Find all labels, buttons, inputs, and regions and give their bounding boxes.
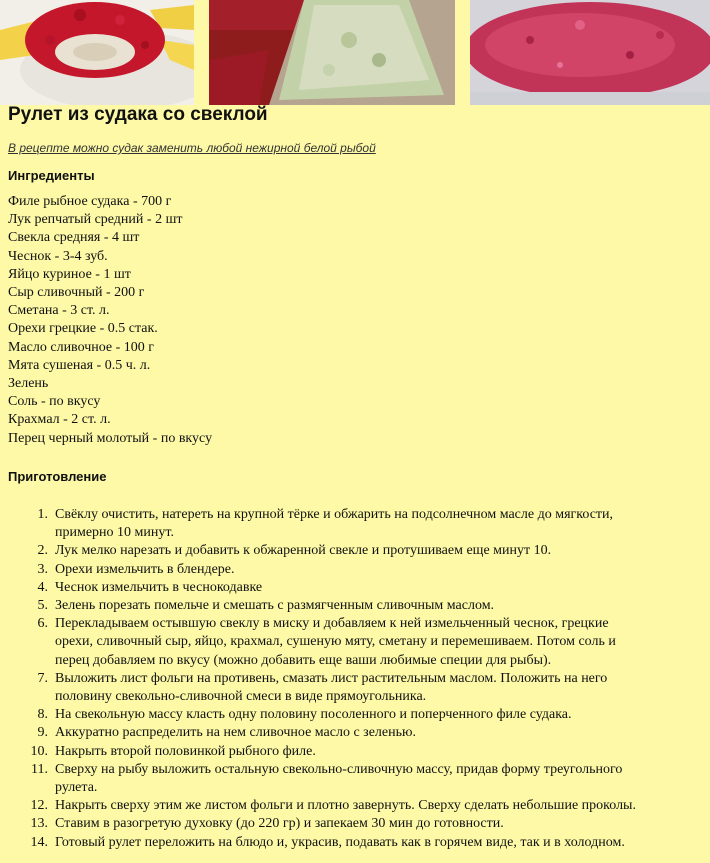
step-text-line: Аккуратно распределить на нем сливочное масло с зеленью.: [55, 725, 416, 741]
step-text-line: Чеснок измельчить в чеснокодавке: [55, 579, 263, 595]
ingredient-item: Филе рыбное судака - 700 г: [8, 194, 172, 209]
step-item: [0, 597, 700, 615]
step-text-line: рулета.: [55, 780, 98, 796]
step-item: [0, 761, 700, 797]
step-number: 8.: [37, 707, 48, 723]
step-item: [0, 506, 700, 542]
substitution-note-link[interactable]: В рецепте можно судак заменить любой нежирной белой рыбой: [8, 141, 376, 155]
step-text-line: Зелень порезать помельче и смешать с размягченным сливочным маслом.: [55, 598, 495, 614]
step-item: [0, 834, 700, 852]
ingredient-item: Сметана - 3 ст. л.: [8, 303, 110, 319]
step-number: 5.: [37, 598, 48, 614]
ingredient-item: Яйцо куриное - 1 шт: [8, 266, 131, 282]
step-number: 11.: [31, 761, 48, 777]
ingredient-item: Орехи грецкие - 0.5 стак.: [8, 321, 158, 337]
step-item: [0, 724, 700, 742]
ingredients-list: [8, 193, 212, 448]
step-number: 12.: [30, 798, 48, 814]
step-item: [0, 743, 700, 761]
step-text-line: Накрыть второй половинкой рыбного филе.: [55, 743, 316, 759]
step-item: [0, 542, 700, 560]
step-text-line: орехи, сливочный сыр, яйцо, крахмал, сушеную мяту, сметану и перемешиваем. Потом соль и: [55, 634, 616, 650]
step-item: [0, 706, 700, 724]
step-number: 2.: [37, 543, 48, 559]
ingredient-item: Лук репчатый средний - 2 шт: [8, 212, 183, 228]
step-text-line: Сверху на рыбу выложить остальную свекольно-сливочную массу, придав форму треугольного: [55, 761, 623, 777]
step-text-line: Накрыть сверху этим же листом фольги и плотно завернуть. Сверху сделать небольшие проколы.: [55, 798, 636, 814]
step-text-line: примерно 10 минут.: [55, 525, 174, 541]
step-item: [0, 615, 700, 670]
step-text-line: Орехи измельчить в блендере.: [55, 561, 235, 577]
step-number: 4.: [37, 579, 48, 595]
step-number: 1.: [37, 507, 48, 522]
ingredient-item: Свекла средняя - 4 шт: [8, 230, 140, 246]
ingredients-heading: Ингредиенты: [8, 168, 95, 183]
step-item: [0, 579, 700, 597]
step-text-line: Лук мелко нарезать и добавить к обжаренной свекле и протушиваем еще минут 10.: [55, 543, 552, 559]
ingredient-item: Перец черный молотый - по вкусу: [8, 430, 213, 446]
ingredient-item: Сыр сливочный - 200 г: [8, 285, 145, 301]
step-item: [0, 797, 700, 815]
step-item: [0, 670, 700, 706]
step-text-line: Свёклу очистить, натереть на крупной тёрке и обжарить на подсолнечном масле до мягкости,: [55, 507, 614, 522]
ingredient-item: Соль - по вкусу: [8, 394, 101, 410]
photo-baked-roll: [470, 0, 710, 105]
step-number: 13.: [30, 816, 48, 832]
steps-list: [0, 506, 700, 852]
step-item: [0, 815, 700, 833]
ingredient-item: Чеснок - 3-4 зуб.: [8, 248, 108, 264]
step-number: 10.: [30, 743, 48, 759]
ingredient-item: Зелень: [8, 376, 49, 392]
step-text-line: перец добавляем по вкусу (можно добавить еще ваши любимые специи для рыбы).: [55, 652, 552, 668]
step-text-line: Ставим в разогретую духовку (до 220 гр) и запекаем 30 мин до готовности.: [55, 816, 504, 832]
photo-strip: [0, 0, 710, 105]
step-number: 3.: [37, 561, 48, 577]
step-text-line: Выложить лист фольги на противень, смазать лист растительным маслом. Положить на него: [55, 670, 608, 686]
step-number: 6.: [37, 616, 48, 632]
ingredient-item: Масло сливочное - 100 г: [8, 339, 155, 355]
ingredient-item: Мята сушеная - 0.5 ч. л.: [8, 357, 151, 373]
ingredient-item: Крахмал - 2 ст. л.: [8, 412, 111, 428]
step-number: 14.: [30, 834, 48, 850]
photo-served-roll: [0, 0, 194, 105]
step-number: 7.: [37, 670, 48, 686]
step-item: [0, 561, 700, 579]
step-text-line: половину свекольно-сливочной смеси в виде прямоугольника.: [55, 689, 427, 705]
page-title: Рулет из судака со свеклой: [8, 104, 268, 125]
step-text-line: На свекольную массу класть одну половину посоленного и поперченного филе судака.: [55, 707, 572, 723]
step-text-line: Перекладываем остывшую свеклу в миску и добавляем к ней измельченный чеснок, грецкие: [55, 616, 609, 632]
photo-fish-on-beet: [209, 0, 455, 105]
step-number: 9.: [37, 725, 48, 741]
step-text-line: Готовый рулет переложить на блюдо и, украсив, подавать как в горячем виде, так и в холодном.: [55, 834, 625, 850]
preparation-heading: Приготовление: [8, 469, 107, 484]
